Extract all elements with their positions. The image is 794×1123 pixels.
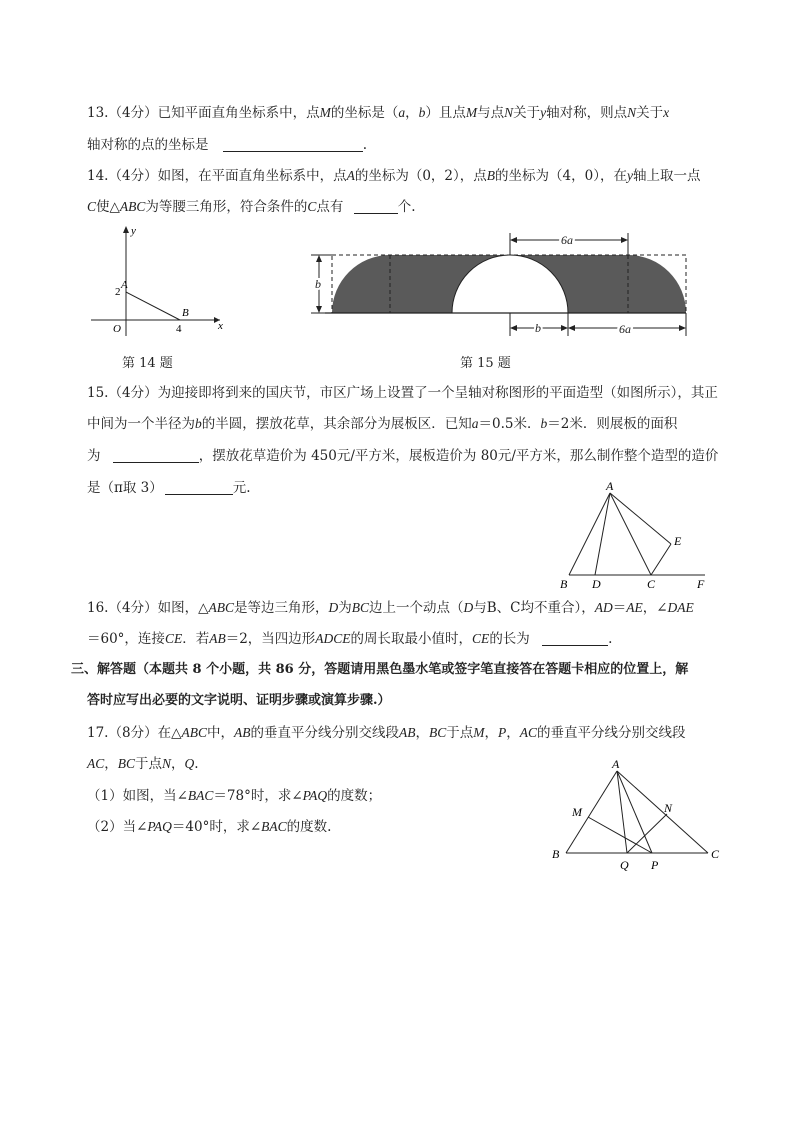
label-f: F <box>697 577 705 591</box>
q17-line2: AC，BC于点N，Q. <box>87 756 199 772</box>
q13-line1: 13.（4分）已知平面直角坐标系中，点M的坐标是（a，b）且点M与点N关于y轴对称，则点N关于x <box>87 105 670 121</box>
label-c: C <box>711 847 720 861</box>
x-label: x <box>218 320 223 332</box>
dim-b-left-label: b <box>315 277 321 291</box>
segment-ad <box>595 493 610 575</box>
q14-line1: 14.（4分）如图，在平面直角坐标系中，点A的坐标为（0，2），点B的坐标为（4，0），在y轴上取一点 <box>87 168 701 184</box>
q15-number: 15. <box>87 385 109 401</box>
label-p: P <box>651 858 659 872</box>
q17-line1: 17.（8分）在△ABC中，AB的垂直平分线分别交线段AB，BC于点M，P，AC的垂直平分线分别交线段 <box>87 725 686 741</box>
segment-ac <box>610 493 651 575</box>
section3-heading-line1: 三、解答题（本题共 8 个小题，共 86 分，答题请用黑色墨水笔或签字笔直接答在答题卡相应的位置上，解 <box>71 662 689 677</box>
section3-heading-line2: 答时应写出必要的文字说明、证明步骤或演算步骤.） <box>87 693 391 708</box>
q16-line1: 16.（4分）如图，△ABC是等边三角形，D为BC边上一个动点（D与B、C均不重合），AD＝AE，∠DAE <box>87 600 694 616</box>
segment-ce <box>651 544 671 575</box>
figure-14 <box>88 224 228 344</box>
q14-number: 14. <box>87 168 109 184</box>
point-a-label: A <box>121 279 128 291</box>
label-a: A <box>606 479 614 493</box>
q15-line1: 15.（4分）为迎接即将到来的国庆节，市区广场上设置了一个呈轴对称图形的平面造型（如图所示），其正 <box>87 385 718 401</box>
label-m: M <box>572 805 582 819</box>
y-label: y <box>131 225 136 237</box>
dim-b-bottom-label: b <box>535 321 541 335</box>
dim-top-label: 6a <box>561 233 573 247</box>
origin-label: O <box>113 323 121 335</box>
figure-16 <box>555 480 715 590</box>
label-c: C <box>647 577 656 591</box>
tick-2: 2 <box>115 286 121 298</box>
q16-answer-blank[interactable] <box>542 631 608 646</box>
segment-qn <box>627 814 667 853</box>
q15-line3: 为 ，摆放花草造价为 450元/平方米，展板造价为 80元/平方米，那么制作整个造型的造价 <box>87 448 719 464</box>
segment-mp <box>588 817 652 853</box>
label-d: D <box>592 577 601 591</box>
segment-ae <box>610 493 671 544</box>
q17-part1: （1）如图，当∠BAC＝78°时，求∠PAQ的度数； <box>87 788 382 804</box>
q15-line2: 中间为一个半径为b的半圆，摆放花草，其余部分为展板区．已知a＝0.5米．b＝2米．则展板的面积 <box>87 416 678 432</box>
q16-line2: ＝60°，连接CE．若AB＝2，当四边形ADCE的周长取最小值时，CE的长为 . <box>87 631 613 647</box>
q17-part2: （2）当∠PAQ＝40°时，求∠BAC的度数. <box>87 819 332 835</box>
figure-17 <box>548 756 728 876</box>
q17-number: 17. <box>87 725 109 741</box>
q15-line4: 是（π取 3） 元. <box>87 480 251 496</box>
q13-score: （4分） <box>108 105 158 121</box>
label-b: B <box>560 577 568 591</box>
point-b-label: B <box>182 307 189 319</box>
dim-bottom-label: 6a <box>619 322 631 336</box>
q13-answer-blank[interactable] <box>223 137 363 152</box>
q15-answer-blank-2[interactable] <box>165 480 233 495</box>
q15-answer-blank-1[interactable] <box>113 448 199 463</box>
label-b: B <box>552 847 560 861</box>
figure-14-caption: 第 14 题 <box>122 356 173 371</box>
label-e: E <box>674 534 682 548</box>
figure-15-caption: 第 15 题 <box>460 356 511 371</box>
q13-line2: 轴对称的点的坐标是 . <box>87 137 368 153</box>
label-a: A <box>612 757 620 771</box>
q14-answer-blank[interactable] <box>354 199 398 214</box>
q13-number: 13. <box>87 105 109 121</box>
label-q: Q <box>620 858 629 872</box>
q14-line2: C使△ABC为等腰三角形，符合条件的C点有 个. <box>87 199 416 215</box>
label-n: N <box>664 801 673 815</box>
segment-ab <box>569 493 610 575</box>
q16-number: 16. <box>87 600 109 616</box>
figure-15 <box>305 228 705 348</box>
tick-4: 4 <box>176 323 182 335</box>
segment-ab <box>126 292 180 320</box>
y-axis-arrow <box>123 226 129 233</box>
